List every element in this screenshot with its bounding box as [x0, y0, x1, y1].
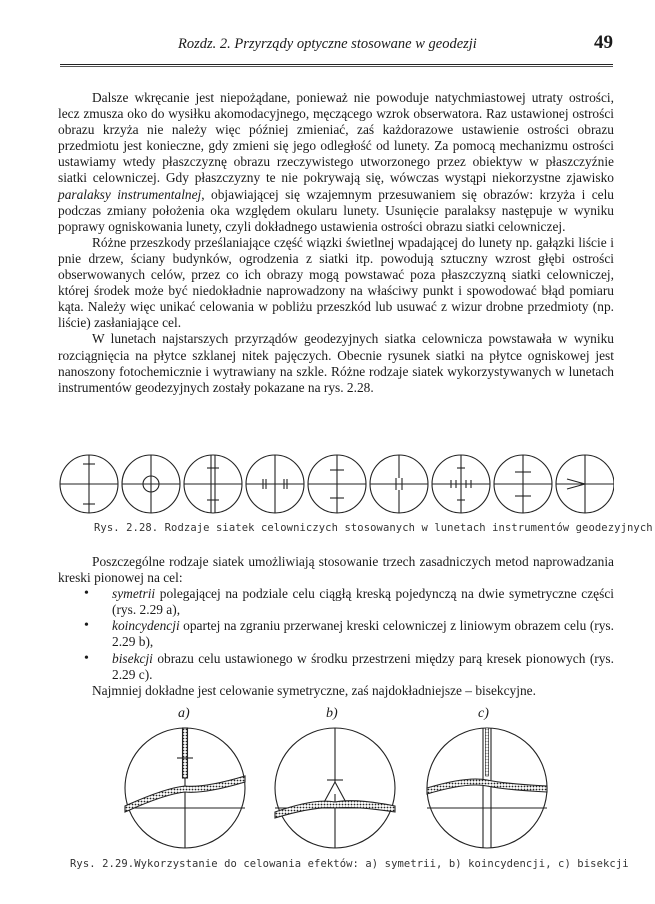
methods-list [58, 586, 614, 683]
method-term: bisekcji [112, 650, 153, 666]
method-description: obrazu celu ustawionego w środku przestrzeni między parą kresek pionowych (rys. 2.29 c). [112, 650, 614, 682]
aiming-bisection [427, 728, 547, 848]
aiming-symmetry [125, 728, 245, 848]
paragraph-obstacles: Różne przeszkody prześlaniające część wiązki świetlnej wpadającej do lunety np. gałązki liście i pnie drzew, ściany budynków, ogrodzenia z siatki itp. powodują sztuczny wzrost głębi ostrości obserwowanych celów, przez co ich obrazy mogą powstawać poza płaszczyzną siatki celowniczej, której środek może być niedokładnie naprowadzony na właściwy punkt i spowodować błąd pomiaru kąta. Należy więc unikać celowania w pobliżu przeszkód lub usuwać z wizur drobne przedmioty (np. liście) zasłaniające cel. [58, 234, 614, 331]
figure-label-a: a) [178, 706, 190, 721]
aiming-coincidence [275, 728, 395, 848]
method-term: koincydencji [112, 618, 180, 634]
reticle-1 [60, 455, 118, 513]
figure-2-29-caption: Rys. 2.29.Wykorzystanie do celowania efektów: a) symetrii, b) koincydencji, c) bisekcji [70, 858, 629, 870]
paragraph-summary: Najmniej dokładne jest celowanie symetryczne, zaś najdokładniejsze – bisekcyjne. [92, 682, 536, 698]
page-number: 49 [594, 32, 613, 53]
reticle-8 [494, 455, 552, 513]
method-term: symetrii [112, 586, 156, 602]
aiming-methods-figure [120, 718, 560, 858]
reticle-9 [556, 455, 614, 513]
reticle-5 [308, 455, 366, 513]
reticle-figure [58, 452, 614, 516]
paragraph-text: , objawiającej się wzajemnym przesuwaniem się obrazów: krzyża i celu podczas zmiany położenia oka względem okularu lunety. Usunięcie paralaksy następuje w wyniku poprawy ogniskowania lunety, czyli dokładnego ustawienia ostrości obrazu siatki celowniczej. [58, 186, 614, 234]
chapter-title: Rozdz. 2. Przyrządy optyczne stosowane w geodezji [178, 36, 477, 52]
term-paralaksa: paralaksy instrumentalnej [58, 186, 202, 202]
method-description: polegającej na podziale celu ciągłą kreską pojedynczą na dwie symetryczne części (rys. 2.29 a), [112, 586, 614, 618]
reticle-2 [122, 455, 180, 513]
figure-2-28-caption: Rys. 2.28. Rodzaje siatek celowniczych stosowanych w lunetach instrumentów geodezyjnych [94, 522, 653, 534]
reticle-7 [432, 455, 490, 513]
reticle-4 [246, 455, 304, 513]
header-rule [60, 66, 613, 67]
paragraph-parallax [58, 90, 614, 235]
bullet-icon: • [84, 618, 89, 634]
running-header [60, 34, 613, 65]
figure-label-b: b) [326, 706, 338, 721]
reticle-3 [184, 455, 242, 513]
text-block-top [58, 90, 614, 396]
list-item [58, 651, 614, 683]
list-item [58, 618, 614, 650]
reticle-6 [370, 455, 428, 513]
bullet-icon: • [84, 650, 89, 666]
figure-label-c: c) [478, 706, 489, 721]
paragraph-reticle-history: W lunetach najstarszych przyrządów geodezyjnych siatka celownicza powstawała w wyniku rozciągnięcia na płytce szklanej nitek pajęczych. Obecnie rysunek siatki na płytce ogniskowej jest nanoszony fotochemicznie i wytrawiany na szkle. Różne rodzaje siatek wykorzystywanych w lunetach instrumentów geodezyjnych zostały pokazane na rys. 2.28. [58, 331, 614, 395]
paragraph-text: Dalsze wkręcanie jest niepożądane, ponieważ nie powoduje natychmiastowej utraty ostrości, lecz zmusza oko do wysiłku akomodacyjnego, męczącego wzrok obserwatora. Raz ustawionej ostrości obrazu krzyża nie należy więc później zmieniać, zaś każdorazowe ustawienie ostrości obrazu przedmiotu jest konieczne, gdy zmieni się jego odległość od lunety. Za pomocą mechanizmu ostrości ustawiamy wtedy płaszczyznę obrazu rzeczywistego utworzonego przez obiektyw w płaszczyźnie siatki celowniczej. Gdy płaszczyzny te nie pokrywają się, wówczas wystąpi niekorzystne zjawisko [58, 90, 614, 186]
method-description: opartej na zgraniu przerwanej kreski celowniczej z liniowym obrazem celu (rys. 2.29 b), [112, 618, 614, 650]
paragraph-methods-intro: Poszczególne rodzaje siatek umożliwiają stosowanie trzech zasadniczych metod naprowadzania kreski pionowej na cel: [58, 554, 614, 586]
bullet-icon: • [84, 586, 89, 602]
text-block-methods [58, 554, 614, 699]
list-item [58, 586, 614, 618]
